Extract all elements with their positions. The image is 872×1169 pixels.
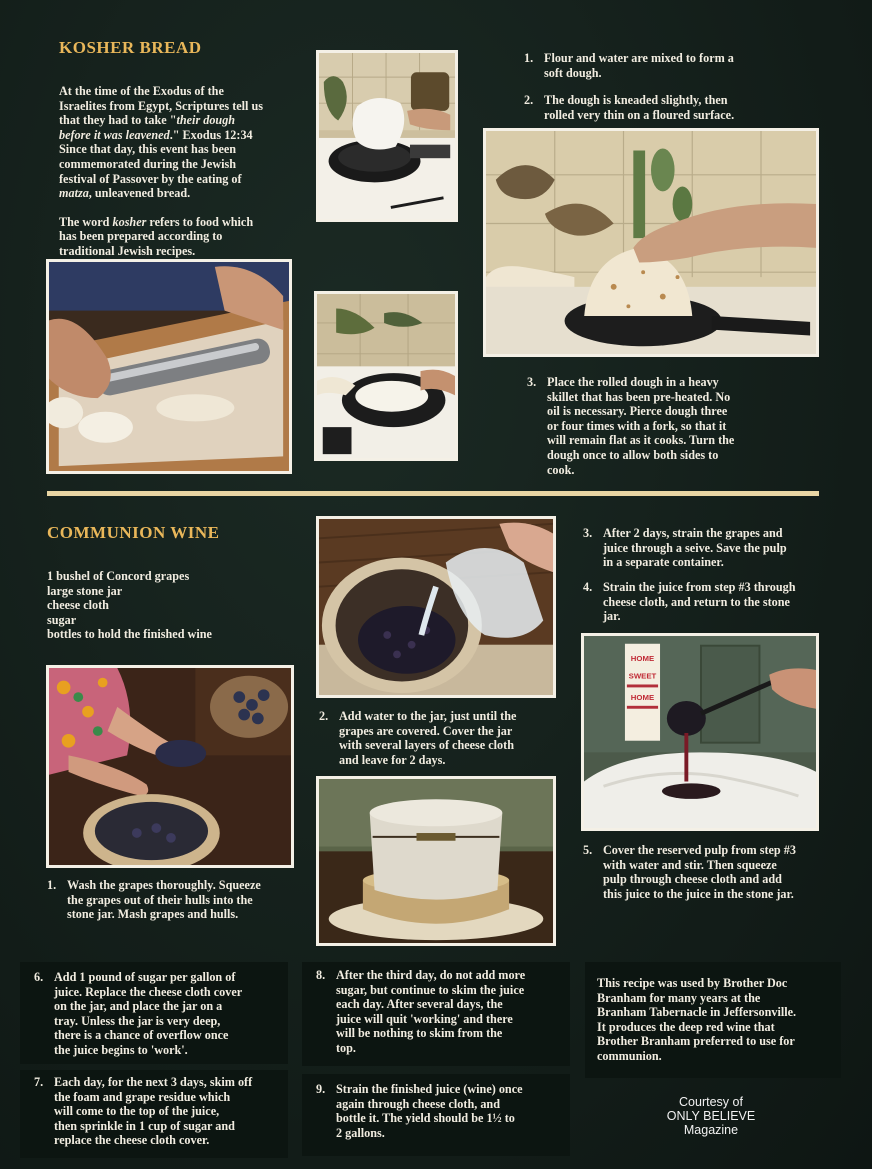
credit-publication: ONLY BELIEVE [666,1109,756,1123]
wine-step-2: 2. Add water to the jar, just until the grapes are covered. Cover the jar with several layers of cheese cloth and leave for 2 days. [319,709,517,767]
ingredient: 1 bushel of Concord grapes [47,569,190,583]
credit-line: Magazine [683,1123,739,1137]
kosher-definition-line: has been prepared according to [59,229,223,244]
intro-line: commemorated during the Jewish [59,156,237,171]
sign-text-home2: HOME [630,693,655,702]
kosher-bread-intro [59,84,299,259]
wine-step-1: 1. Wash the grapes thoroughly. Squeeze the grapes out of their hulls into the stone jar. Mash grapes and hulls. [47,878,261,922]
photo-squeezing-grapes [46,665,294,868]
recipe-note [597,976,837,1064]
ingredient: cheese cloth [47,598,109,613]
ingredient: bottles to hold the finished wine [47,627,212,642]
intro-line: Since that day, this event has been [59,142,237,157]
bread-step-1: 1. Flour and water are mixed to form a soft dough. [524,51,734,80]
intro-line: that they had to take "their dough [59,113,236,128]
ingredients-list [47,569,297,642]
wine-step-3: 3. After 2 days, strain the grapes and juice through a seive. Save the pulp in a separate container. [583,526,787,570]
intro-line: At the time of the Exodus of the [59,84,224,98]
note-line: communion. [597,1048,662,1063]
photo-dough-in-skillet [314,291,458,461]
ingredient: sugar [47,612,77,627]
intro-line: Israelites from Egypt, Scriptures tell us [59,98,264,113]
wine-step-8: 8. After the third day, do not add more sugar, but continue to skim the juice each day. After several days, the juice will quit 'working' and there will be nothing to skim from the top. [316,968,526,1055]
photo-dough-over-skillet [316,50,458,222]
photo-turning-bread [483,128,819,357]
wine-step-6: 6. Add 1 pound of sugar per gallon of juice. Replace the cheese cloth cover on the jar, and place the jar on a tray. Unless the jar is very deep, there is a chance of overflow once the juice begins to 'work'. [34,970,243,1057]
ingredient: large stone jar [47,583,123,598]
communion-wine-title: COMMUNION WINE [47,523,220,542]
credit-block [640,1095,782,1137]
credit-line: Courtesy of [679,1095,743,1109]
note-line: This recipe was used by Brother Doc [597,976,788,990]
photo-rolling-dough [46,259,292,474]
bread-step-3: 3. Place the rolled dough in a heavy skillet that has been pre-heated. No oil is necessary. Pierce dough three or four times with a fork, so that it will remain flat as it cooks. Turn the dough once to allow both sides to cook. [527,375,735,477]
note-line: Branham for many years at the [597,990,761,1005]
wine-step-4: 4. Strain the juice from step #3 through cheese cloth, and return to the stone jar. [583,580,796,624]
wine-step-9: 9. Strain the finished juice (wine) once again through cheese cloth, and bottle it. The yield should be 1½ to 2 gallons. [316,1082,523,1140]
note-line: It produces the deep red wine that [597,1019,775,1034]
sign-text-home: HOME [630,654,655,664]
bread-step-2: 2. The dough is kneaded slightly, then rolled very thin on a floured surface. [524,93,735,122]
intro-line: matza, unleavened bread. [59,186,191,201]
section-divider [47,491,819,496]
wine-step-7: 7. Each day, for the next 3 days, skim off the foam and grape residue which will come to the top of the juice, then sprinkle in 1 cup of sugar and replace the cheese cloth cover. [34,1075,253,1148]
note-line: Brother Branham preferred to use for [597,1034,795,1049]
kosher-definition-line: traditional Jewish recipes. [59,243,196,258]
photo-straining-pulp [581,633,819,831]
photo-pouring-water [316,516,556,698]
kosher-definition: The word kosher refers to food which [59,214,254,229]
intro-line: before it was leavened." Exodus 12:34 [59,127,253,142]
wine-step-5: 5. Cover the reserved pulp from step #3 with water and stir. Then squeeze pulp through cheese cloth and add this juice to the juice in the stone jar. [583,843,796,901]
kosher-bread-title: KOSHER BREAD [59,38,202,57]
sign-text-sweet: SWEET [628,671,657,681]
intro-line: festival of Passover by the eating of [59,171,242,186]
photo-covered-jar [316,776,556,946]
note-line: Branham Tabernacle in Jeffersonville. [597,1005,797,1020]
